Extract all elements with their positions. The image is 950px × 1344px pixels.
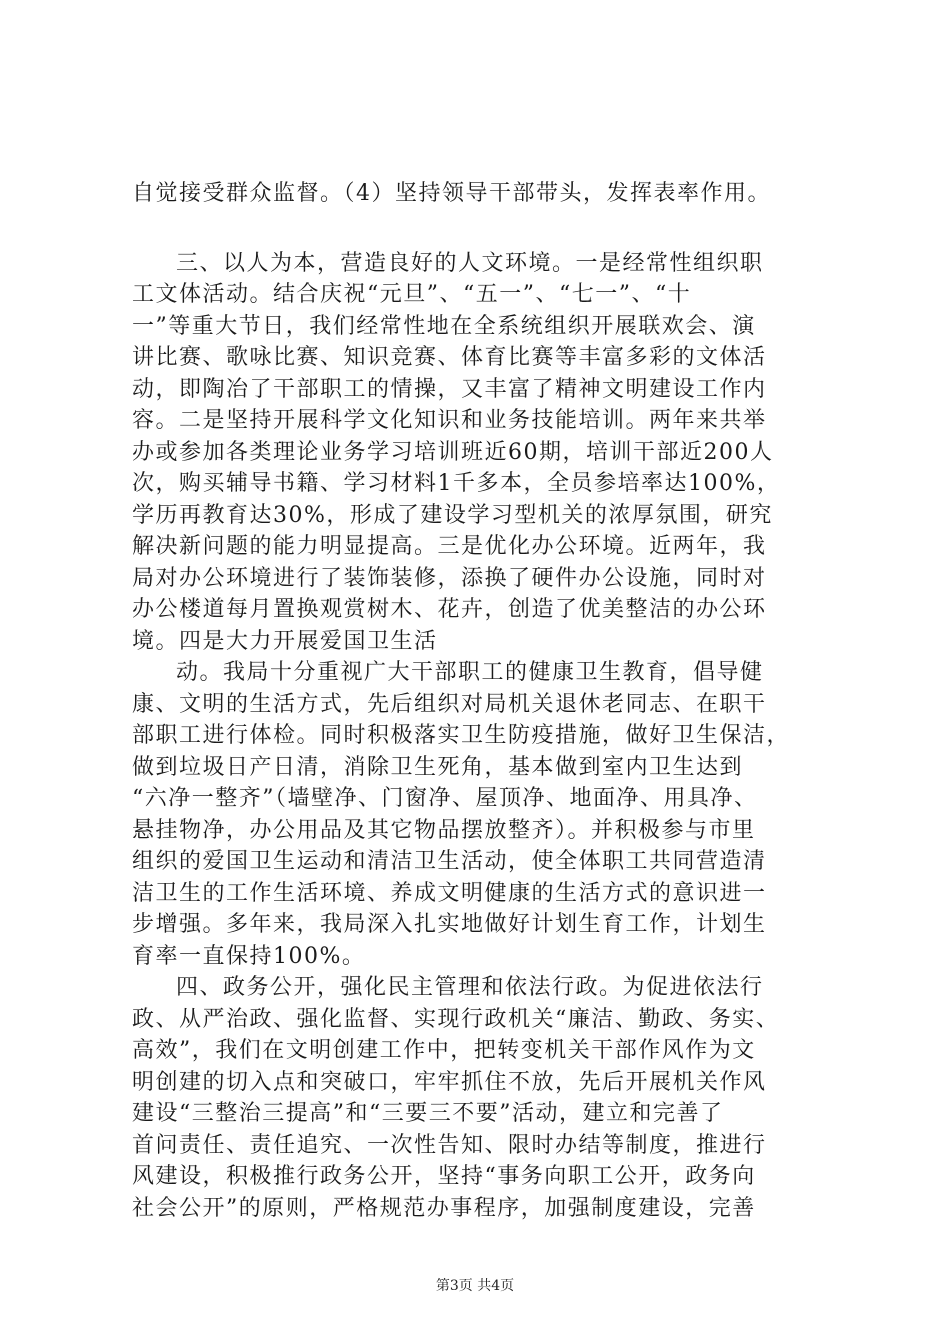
page-footer (0, 1275, 950, 1295)
text-line: 康、文明的生活方式，先后组织对局机关退休老同志、在职干 (132, 691, 767, 717)
text-line: 首问责任、责任追究、一次性告知、限时办结等制度，推进行 (132, 1132, 767, 1158)
text-line: 自觉接受群众监督。（4）坚持领导干部带头，发挥表率作用。 (132, 181, 771, 206)
text-line: 步增强。多年来，我局深入扎实地做好计划生育工作，计划生 (132, 912, 767, 937)
paragraph-3 (132, 657, 832, 972)
text-line: 解决新问题的能力明显提高。三是优化办公环境。近两年，我 (132, 534, 767, 559)
text-line: 做到垃圾日产日清，消除卫生死角，基本做到室内卫生达到 (132, 754, 744, 780)
text-line: 三、以人为本，营造良好的人文环境。一是经常性组织职 (176, 250, 764, 276)
text-line: 境。四是大力开展爱国卫生活 (132, 628, 438, 654)
text-line: 工文体活动。结合庆祝“元旦”、“五一”、“七一”、“十 (132, 282, 692, 307)
text-line: 育率一直保持100%。 (132, 943, 366, 969)
text-line: 社会公开”的原则，严格规范办事程序，加强制度建设，完善 (132, 1195, 756, 1221)
paragraph-gap (132, 210, 832, 248)
text-line: 讲比赛、歌咏比赛、知识竞赛、体育比赛等丰富多彩的文体活 (132, 345, 767, 370)
text-line: 组织的爱国卫生运动和清洁卫生活动，使全体职工共同营造清 (132, 849, 767, 874)
page-number-label: 第3页 共4页 (435, 1278, 515, 1294)
text-line: 动，即陶冶了干部职工的情操，又丰富了精神文明建设工作内 (132, 376, 767, 402)
text-line: 洁卫生的工作生活环境、养成文明健康的生活方式的意识进一 (132, 880, 767, 906)
text-line: 部职工进行体检。同时积极落实卫生防疫措施，做好卫生保洁， (132, 723, 791, 748)
text-line: 高效”，我们在文明创建工作中，把转变机关干部作风作为文 (132, 1038, 756, 1063)
text-line: 容。二是坚持开展科学文化知识和业务技能培训。两年来共举 (132, 408, 767, 433)
text-line: 办或参加各类理论业务学习培训班近60期，培训干部近200人 (132, 439, 774, 465)
document-body (132, 178, 832, 1224)
text-line: 风建设，积极推行政务公开，坚持“事务向职工公开，政务向 (132, 1164, 756, 1189)
text-line: “六净一整齐”（墙壁净、门窗净、屋顶净、地面净、用具净、 (132, 786, 758, 811)
text-line: 局对办公环境进行了装饰装修，添换了硬件办公设施，同时对 (132, 565, 767, 591)
text-line: 政、从严治政、强化监督、实现行政机关“廉洁、勤政、务实、 (132, 1006, 780, 1032)
text-line: 建设“三整治三提高”和“三要三不要”活动，建立和完善了 (132, 1101, 724, 1126)
text-line: 一”等重大节日，我们经常性地在全系统组织开展联欢会、演 (132, 313, 756, 339)
text-line: 悬挂物净，办公用品及其它物品摆放整齐）。并积极参与市里 (132, 817, 756, 843)
text-line: 动。我局十分重视广大干部职工的健康卫生教育，倡导健 (176, 660, 764, 685)
text-line: 次，购买辅导书籍、学习材料1千多本，全员参培率达100%， (132, 471, 781, 496)
text-line: 四、政务公开，强化民主管理和依法行政。为促进依法行 (176, 975, 764, 1000)
paragraph-2 (132, 248, 832, 658)
text-line: 明创建的切入点和突破口，牢牢抓住不放，先后开展机关作风 (132, 1069, 767, 1095)
text-line: 办公楼道每月置换观赏树木、花卉，创造了优美整洁的办公环 (132, 597, 767, 622)
paragraph-1 (132, 178, 832, 210)
paragraph-4 (132, 972, 832, 1224)
text-line: 学历再教育达30%，形成了建设学习型机关的浓厚氛围，研究 (132, 502, 773, 528)
